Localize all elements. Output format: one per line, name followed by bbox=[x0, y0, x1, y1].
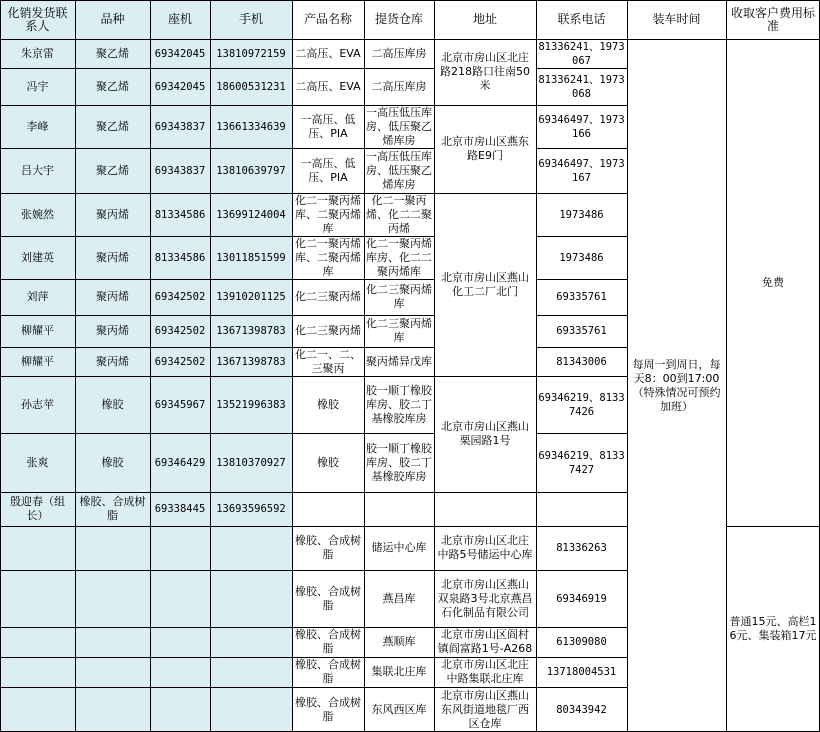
product-cell-text: 橡胶、合成树脂 bbox=[295, 695, 361, 723]
phone-cell bbox=[536, 627, 627, 657]
mobile-cell bbox=[210, 68, 292, 105]
variety-cell bbox=[75, 492, 150, 526]
product-cell-text: 一高压、低压、PIA bbox=[300, 112, 356, 140]
header-cell bbox=[75, 0, 150, 39]
mobile-cell bbox=[210, 687, 292, 732]
variety-cell bbox=[75, 148, 150, 193]
landline-cell bbox=[150, 687, 210, 732]
mobile-cell bbox=[210, 570, 292, 627]
address-cell-text: 北京市房山区燕山双泉路3号北京燕昌石化制品有限公司 bbox=[437, 577, 533, 619]
phone-cell bbox=[536, 39, 627, 68]
contact-cell bbox=[0, 315, 75, 347]
landline-cell bbox=[150, 315, 210, 347]
variety-cell bbox=[75, 526, 150, 570]
mobile-cell-text: 13693596592 bbox=[216, 503, 286, 515]
header-cell-text: 手机 bbox=[238, 12, 263, 26]
address-cell bbox=[434, 657, 536, 687]
contact-cell-text: 冯宇 bbox=[26, 79, 49, 93]
phone-cell bbox=[536, 526, 627, 570]
warehouse-cell bbox=[364, 279, 434, 315]
contact-cell-text: 张婉然 bbox=[21, 207, 54, 221]
product-cell bbox=[292, 315, 364, 347]
address-cell bbox=[434, 526, 536, 570]
contact-cell bbox=[0, 347, 75, 376]
product-cell-text: 橡胶 bbox=[317, 455, 339, 469]
warehouse-cell-text: 化二一聚丙烯、化二二聚丙烯 bbox=[366, 193, 432, 235]
landline-cell bbox=[150, 347, 210, 376]
product-cell bbox=[292, 687, 364, 732]
product-cell bbox=[292, 193, 364, 236]
header-cell-text: 座机 bbox=[167, 12, 192, 26]
landline-cell-text: 69342045 bbox=[154, 47, 206, 60]
landline-cell bbox=[150, 148, 210, 193]
landline-cell bbox=[150, 526, 210, 570]
phone-cell bbox=[536, 376, 627, 433]
warehouse-cell bbox=[364, 315, 434, 347]
warehouse-cell bbox=[364, 105, 434, 148]
contact-cell bbox=[0, 687, 75, 732]
warehouse-cell-text: 一高压低压库房、低压聚乙烯库房 bbox=[366, 149, 432, 191]
mobile-cell bbox=[210, 526, 292, 570]
header-cell bbox=[726, 0, 820, 39]
mobile-cell-text: 13661334639 bbox=[216, 120, 286, 133]
phone-cell bbox=[536, 347, 627, 376]
landline-cell-text: 69343837 bbox=[154, 164, 206, 177]
header-cell bbox=[292, 0, 364, 39]
header-cell bbox=[364, 0, 434, 39]
phone-cell-text: 69335761 bbox=[556, 291, 607, 303]
contact-cell-text: 刘建英 bbox=[21, 250, 54, 264]
variety-cell-text: 橡胶 bbox=[101, 397, 124, 411]
product-cell bbox=[292, 148, 364, 193]
header-cell-text: 联系电话 bbox=[557, 12, 606, 26]
phone-cell-text: 81336263 bbox=[556, 542, 607, 554]
landline-cell bbox=[150, 433, 210, 492]
address-cell-text: 北京市房山区燕山栗园路1号 bbox=[441, 420, 529, 447]
address-cell bbox=[434, 570, 536, 627]
landline-cell bbox=[150, 492, 210, 526]
address-cell-text: 北京市房山区燕山化工二厂北门 bbox=[441, 270, 529, 298]
header-cell bbox=[536, 0, 627, 39]
variety-cell-text: 聚乙烯 bbox=[96, 119, 129, 133]
variety-cell bbox=[75, 347, 150, 376]
variety-cell bbox=[75, 105, 150, 148]
product-cell bbox=[292, 279, 364, 315]
mobile-cell-text: 13671398783 bbox=[216, 325, 286, 337]
address-cell bbox=[434, 105, 536, 193]
landline-cell bbox=[150, 68, 210, 105]
phone-cell bbox=[536, 433, 627, 492]
loading-time-cell-text: 每周一到周日，每天8：00到17:00（特殊情况可预约加班） bbox=[632, 357, 721, 413]
warehouse-cell-text: 聚丙烯异戊库 bbox=[366, 354, 432, 368]
warehouse-cell-text: 胶一顺丁橡胶库房、胶二丁基橡胶库房 bbox=[366, 383, 432, 425]
contact-cell bbox=[0, 657, 75, 687]
phone-cell-text: 13718004531 bbox=[546, 666, 617, 678]
phone-cell-text: 69346219、81337426 bbox=[538, 391, 625, 418]
fee-cell bbox=[726, 39, 820, 526]
warehouse-cell-text: 二高压库房 bbox=[371, 46, 427, 60]
warehouse-cell bbox=[364, 39, 434, 68]
warehouse-cell bbox=[364, 433, 434, 492]
mobile-cell-text: 13699124004 bbox=[216, 208, 286, 221]
header-cell-text: 提货仓库 bbox=[374, 12, 423, 26]
address-cell-text: 北京市房山区燕东路E9门 bbox=[441, 135, 529, 162]
product-cell-text: 二高压、EVA bbox=[295, 46, 361, 60]
variety-cell-text: 聚乙烯 bbox=[96, 163, 129, 177]
product-cell bbox=[292, 433, 364, 492]
product-cell-text: 一高压、低压、PIA bbox=[300, 156, 356, 184]
variety-cell-text: 聚丙烯 bbox=[96, 207, 129, 221]
address-cell-text: 北京市房山区燕山东风街道地毯厂西区仓库 bbox=[441, 688, 529, 730]
phone-cell bbox=[536, 279, 627, 315]
phone-cell bbox=[536, 657, 627, 687]
warehouse-cell-text: 东风西区库 bbox=[371, 702, 427, 716]
product-cell-text: 化二一聚丙烯库、二聚丙烯库 bbox=[295, 236, 361, 278]
product-cell-text: 橡胶、合成树脂 bbox=[295, 584, 361, 612]
warehouse-cell bbox=[364, 687, 434, 732]
contact-cell bbox=[0, 193, 75, 236]
contact-cell bbox=[0, 433, 75, 492]
landline-cell-text: 69345967 bbox=[154, 398, 206, 411]
header-cell-text: 地址 bbox=[472, 12, 497, 26]
product-cell bbox=[292, 627, 364, 657]
mobile-cell bbox=[210, 433, 292, 492]
landline-cell bbox=[150, 627, 210, 657]
address-cell-text: 北京市房山区北庄路218路口往南50米 bbox=[440, 51, 530, 92]
header-cell-text: 装车时间 bbox=[652, 12, 701, 26]
phone-cell-text: 80343942 bbox=[556, 703, 607, 716]
warehouse-cell-text: 燕顺库 bbox=[382, 635, 416, 648]
mobile-cell bbox=[210, 657, 292, 687]
contact-cell-text: 朱京雷 bbox=[21, 46, 54, 60]
mobile-cell bbox=[210, 105, 292, 148]
mobile-cell bbox=[210, 39, 292, 68]
variety-cell-text: 聚乙烯 bbox=[96, 79, 129, 93]
product-cell-text: 化二一聚丙烯库、二聚丙烯库 bbox=[295, 193, 361, 235]
header-cell-text: 品种 bbox=[100, 12, 125, 26]
product-cell bbox=[292, 570, 364, 627]
variety-cell bbox=[75, 433, 150, 492]
warehouse-cell bbox=[364, 193, 434, 236]
address-cell bbox=[434, 39, 536, 105]
product-cell-text: 橡胶、合成树脂 bbox=[295, 658, 361, 685]
variety-cell-text: 聚丙烯 bbox=[96, 250, 129, 264]
variety-cell-text: 聚丙烯 bbox=[96, 324, 129, 337]
product-cell bbox=[292, 105, 364, 148]
warehouse-cell bbox=[364, 627, 434, 657]
mobile-cell bbox=[210, 376, 292, 433]
phone-cell bbox=[536, 570, 627, 627]
fee-cell bbox=[726, 526, 820, 732]
mobile-cell-text: 13671398783 bbox=[216, 355, 286, 368]
landline-cell bbox=[150, 570, 210, 627]
product-cell bbox=[292, 236, 364, 279]
fee-cell-text: 免费 bbox=[762, 275, 784, 289]
header-cell bbox=[150, 0, 210, 39]
phone-cell bbox=[536, 687, 627, 732]
mobile-cell-text: 13810639797 bbox=[216, 164, 286, 177]
landline-cell bbox=[150, 39, 210, 68]
product-cell-text: 化二三聚丙烯 bbox=[295, 324, 361, 337]
warehouse-cell-text: 集联北庄库 bbox=[371, 665, 427, 678]
landline-cell-text: 69342045 bbox=[154, 80, 206, 93]
address-cell bbox=[434, 492, 536, 526]
landline-cell-text: 69342502 bbox=[154, 291, 206, 303]
product-cell bbox=[292, 68, 364, 105]
mobile-cell-text: 13810370927 bbox=[216, 456, 286, 469]
landline-cell bbox=[150, 279, 210, 315]
mobile-cell bbox=[210, 279, 292, 315]
fee-cell-text: 普通15元、高栏16元、集装箱17元 bbox=[729, 615, 817, 642]
contact-cell bbox=[0, 105, 75, 148]
phone-cell-text: 69346497、1973167 bbox=[538, 157, 625, 184]
landline-cell-text: 69338445 bbox=[154, 503, 206, 515]
landline-cell-text: 69346429 bbox=[154, 456, 206, 469]
landline-cell-text: 69342502 bbox=[154, 325, 206, 337]
warehouse-cell-text: 二高压库房 bbox=[371, 79, 427, 93]
contact-cell-text: 李峰 bbox=[26, 119, 49, 133]
contact-cell bbox=[0, 570, 75, 627]
mobile-cell bbox=[210, 347, 292, 376]
mobile-cell-text: 18600531231 bbox=[216, 80, 286, 93]
product-cell-text: 橡胶、合成树脂 bbox=[295, 628, 361, 655]
variety-cell bbox=[75, 279, 150, 315]
warehouse-cell bbox=[364, 68, 434, 105]
address-cell bbox=[434, 193, 536, 376]
warehouse-cell-text: 一高压低压库房、低压聚乙烯库房 bbox=[366, 105, 432, 147]
phone-cell-text: 81336241、1973068 bbox=[538, 73, 625, 100]
address-cell bbox=[434, 687, 536, 732]
phone-cell-text: 69346497、1973166 bbox=[538, 113, 625, 140]
variety-cell-text: 聚乙烯 bbox=[96, 46, 129, 60]
phone-cell-text: 61309080 bbox=[556, 636, 607, 648]
address-cell-text: 北京市房山区北庄中路5号储运中心库 bbox=[437, 534, 533, 561]
header-cell bbox=[210, 0, 292, 39]
product-cell bbox=[292, 376, 364, 433]
variety-cell bbox=[75, 627, 150, 657]
contact-cell bbox=[0, 526, 75, 570]
address-cell bbox=[434, 376, 536, 492]
contact-cell bbox=[0, 627, 75, 657]
mobile-cell-text: 13521996383 bbox=[216, 398, 286, 411]
contact-cell-text: 孙志苹 bbox=[21, 397, 54, 411]
landline-cell-text: 69342502 bbox=[154, 355, 206, 368]
mobile-cell bbox=[210, 193, 292, 236]
phone-cell-text: 1973486 bbox=[559, 208, 604, 221]
product-cell-text: 化二三聚丙烯 bbox=[295, 290, 361, 303]
phone-cell bbox=[536, 315, 627, 347]
contact-cell-text: 殷迎春（组长） bbox=[10, 495, 65, 522]
variety-cell-text: 橡胶、合成树脂 bbox=[79, 495, 146, 522]
phone-cell-text: 81343006 bbox=[556, 355, 607, 368]
warehouse-cell-text: 化二三聚丙烯库 bbox=[366, 317, 432, 344]
product-cell bbox=[292, 526, 364, 570]
address-cell-text: 北京市房山区北庄中路集联北庄库 bbox=[441, 658, 529, 685]
header-cell-text: 化销发货联系人 bbox=[7, 5, 68, 33]
mobile-cell-text: 13910201125 bbox=[216, 291, 286, 303]
contact-cell-text: 柳耀平 bbox=[21, 324, 54, 337]
variety-cell bbox=[75, 68, 150, 105]
landline-cell-text: 69343837 bbox=[154, 120, 206, 133]
phone-cell bbox=[536, 193, 627, 236]
variety-cell bbox=[75, 236, 150, 279]
mobile-cell bbox=[210, 627, 292, 657]
phone-cell bbox=[536, 236, 627, 279]
product-cell bbox=[292, 347, 364, 376]
contact-cell-text: 刘萍 bbox=[26, 290, 49, 303]
phone-cell bbox=[536, 68, 627, 105]
product-cell-text: 橡胶 bbox=[317, 397, 339, 411]
contact-cell bbox=[0, 68, 75, 105]
mobile-cell-text: 13810972159 bbox=[216, 47, 286, 60]
mobile-cell-text: 13011851599 bbox=[216, 251, 286, 264]
header-cell-text: 产品名称 bbox=[303, 12, 352, 26]
header-cell-text: 收取客户费用标准 bbox=[730, 5, 815, 33]
contact-cell bbox=[0, 236, 75, 279]
variety-cell-text: 聚丙烯 bbox=[96, 290, 129, 303]
phone-cell bbox=[536, 492, 627, 526]
phone-cell-text: 1973486 bbox=[559, 251, 604, 264]
warehouse-cell-text: 储运中心库 bbox=[371, 541, 427, 554]
address-cell-text: 北京市房山区阎村镇阎富路1号-A268 bbox=[437, 628, 533, 655]
mobile-cell bbox=[210, 315, 292, 347]
phone-cell-text: 81336241、1973067 bbox=[538, 40, 625, 67]
phone-cell-text: 69346919 bbox=[556, 592, 607, 605]
contact-cell bbox=[0, 376, 75, 433]
phone-cell bbox=[536, 148, 627, 193]
warehouse-cell bbox=[364, 570, 434, 627]
variety-cell bbox=[75, 570, 150, 627]
landline-cell bbox=[150, 657, 210, 687]
contact-cell bbox=[0, 39, 75, 68]
variety-cell bbox=[75, 376, 150, 433]
landline-cell-text: 81334586 bbox=[154, 251, 206, 264]
landline-cell bbox=[150, 105, 210, 148]
warehouse-cell bbox=[364, 347, 434, 376]
variety-cell bbox=[75, 687, 150, 732]
contact-cell-text: 张爽 bbox=[26, 455, 49, 469]
variety-cell bbox=[75, 657, 150, 687]
contact-cell-text: 柳耀平 bbox=[21, 354, 54, 368]
product-cell bbox=[292, 39, 364, 68]
product-cell bbox=[292, 657, 364, 687]
contact-cell bbox=[0, 148, 75, 193]
mobile-cell bbox=[210, 236, 292, 279]
phone-cell-text: 69335761 bbox=[556, 325, 607, 337]
landline-cell-text: 81334586 bbox=[154, 208, 206, 221]
header-cell bbox=[434, 0, 536, 39]
product-cell-text: 橡胶、合成树脂 bbox=[295, 534, 361, 561]
warehouse-cell-text: 燕昌库 bbox=[382, 591, 416, 605]
warehouse-cell-text: 化二三聚丙烯库 bbox=[366, 283, 432, 310]
variety-cell-text: 橡胶 bbox=[101, 455, 124, 469]
product-cell-text: 化二一、二、三聚丙 bbox=[295, 347, 361, 375]
warehouse-cell-text: 胶一顺丁橡胶库房、胶二丁基橡胶库房 bbox=[366, 441, 432, 483]
mobile-cell bbox=[210, 492, 292, 526]
mobile-cell bbox=[210, 148, 292, 193]
variety-cell bbox=[75, 39, 150, 68]
variety-cell-text: 聚丙烯 bbox=[96, 354, 129, 368]
landline-cell bbox=[150, 193, 210, 236]
loading-time-cell bbox=[627, 39, 726, 732]
warehouse-cell bbox=[364, 526, 434, 570]
product-cell-text: 二高压、EVA bbox=[295, 79, 361, 93]
header-cell bbox=[0, 0, 75, 39]
contact-cell bbox=[0, 492, 75, 526]
warehouse-cell bbox=[364, 148, 434, 193]
product-cell bbox=[292, 492, 364, 526]
landline-cell bbox=[150, 236, 210, 279]
phone-cell-text: 69346219、81337427 bbox=[538, 449, 625, 476]
contact-cell bbox=[0, 279, 75, 315]
warehouse-cell bbox=[364, 492, 434, 526]
warehouse-cell bbox=[364, 657, 434, 687]
variety-cell bbox=[75, 193, 150, 236]
address-cell bbox=[434, 627, 536, 657]
phone-cell bbox=[536, 105, 627, 148]
warehouse-cell bbox=[364, 376, 434, 433]
header-cell bbox=[627, 0, 726, 39]
warehouse-cell-text: 化二一聚丙烯库房、化二二聚丙烯库 bbox=[366, 236, 432, 278]
variety-cell bbox=[75, 315, 150, 347]
warehouse-cell bbox=[364, 236, 434, 279]
contact-cell-text: 吕大宇 bbox=[21, 163, 54, 177]
landline-cell bbox=[150, 376, 210, 433]
